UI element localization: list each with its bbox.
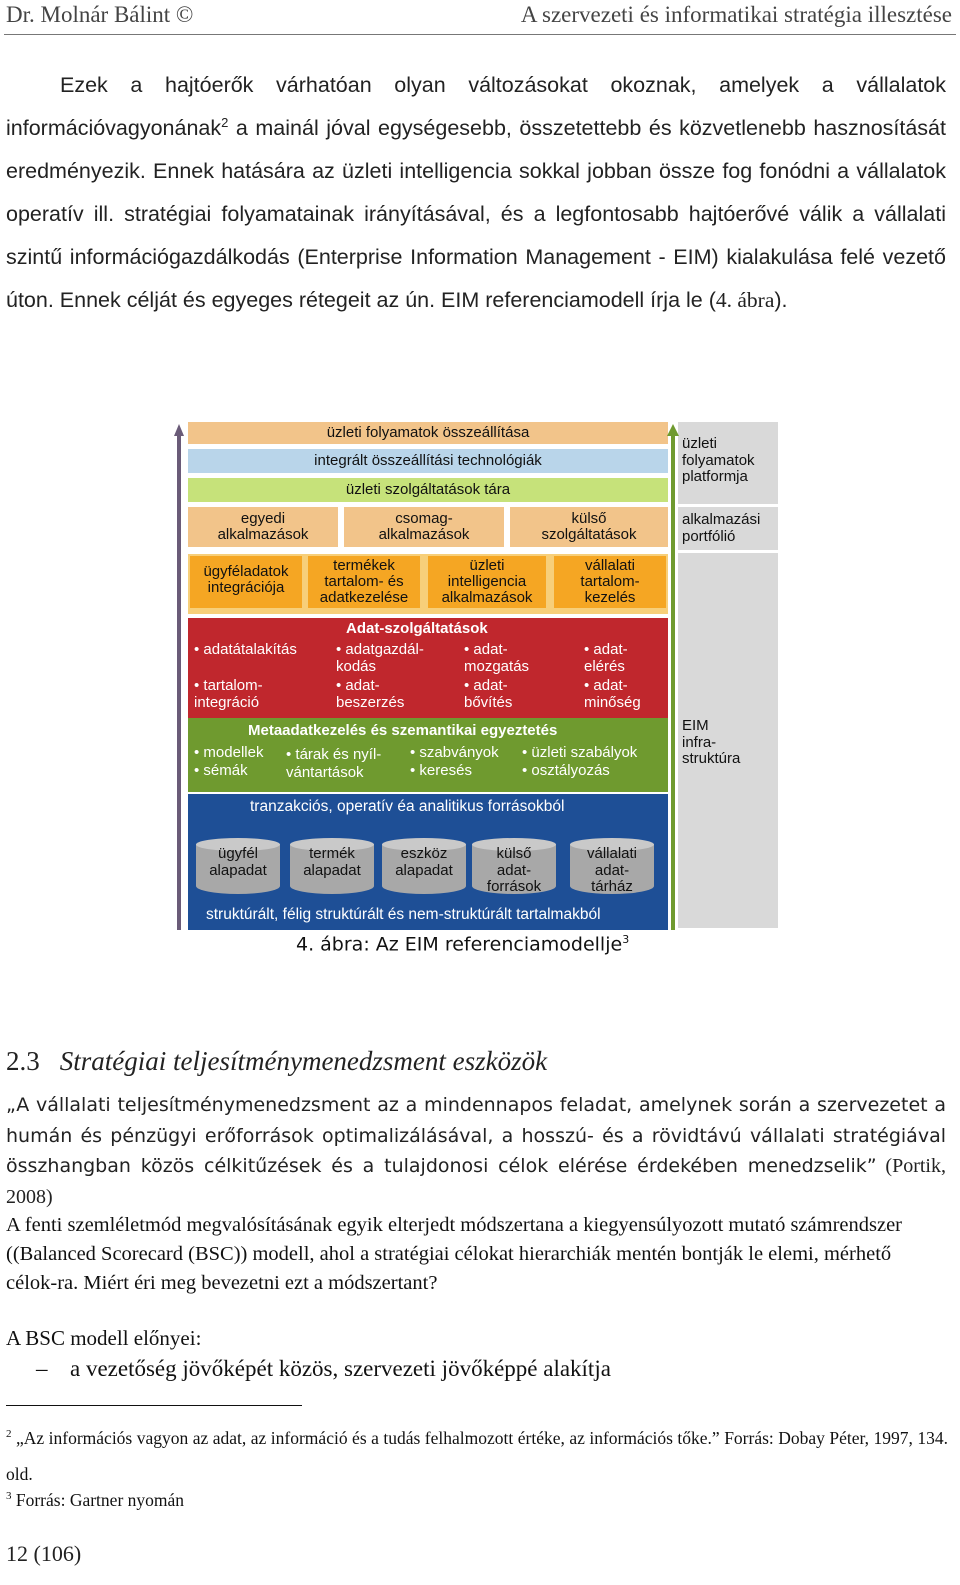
metadata-standards-search: • szabványok • keresés bbox=[410, 744, 499, 779]
footnote-2-number: 2 bbox=[6, 1428, 12, 1440]
sources-layer bbox=[188, 794, 668, 930]
separator bbox=[678, 504, 778, 507]
paragraph-quote bbox=[6, 1090, 946, 1212]
box-enterprise-content-mgmt: vállalati tartalom- kezelés bbox=[554, 556, 666, 608]
cylinder-external-sources: külső adat- források bbox=[472, 838, 556, 896]
layer-business-process-assembly: üzleti folyamatok összeállítása bbox=[188, 422, 668, 444]
separator bbox=[678, 550, 778, 553]
header-author: Dr. Molnár Bálint © bbox=[6, 2, 194, 27]
data-item-quality: • adat- minőség bbox=[584, 677, 641, 711]
metadata-repositories: • tárak és nyíl- vántartások bbox=[286, 746, 382, 781]
footnote-2 bbox=[6, 1416, 948, 1492]
paragraph-intro bbox=[6, 64, 946, 322]
sources-top-label: tranzakciós, operatív éa analitikus forrásokból bbox=[250, 798, 565, 815]
data-item-content-integration: • tartalom- integráció bbox=[194, 677, 263, 711]
cylinder-product-master: termék alapadat bbox=[290, 838, 374, 896]
section-heading bbox=[6, 1046, 547, 1077]
data-item-access: • adat- elérés bbox=[584, 641, 628, 675]
data-item-transformation: • adatátalakítás bbox=[194, 641, 297, 658]
footnote-3 bbox=[6, 1490, 184, 1511]
app-external-services: külső szolgáltatások bbox=[510, 507, 668, 547]
section-number: 2.3 bbox=[6, 1046, 40, 1076]
header-rule bbox=[4, 34, 956, 35]
eim-reference-model-figure bbox=[170, 418, 780, 930]
bullet-text: a vezetőség jövőképét közös, szervezeti jövőképpé alakítja bbox=[70, 1356, 611, 1381]
box-business-intelligence: üzleti intelligencia alkalmazások bbox=[428, 556, 546, 608]
quote-text: „A vállalati teljesítménymenedzsment az a mindennapos feladat, amelynek során a szervezetet a humán és pénzügyi erőforrások optimalizálásával, a hosszú- és a rövidtávú vállalati stratégiával összhangban közös célkitűzések és a tulajdonosi célok elérése érdekében menedzselik” bbox=[6, 1094, 946, 1177]
app-package: csomag- alkalmazások bbox=[344, 507, 504, 547]
metadata-models-schemas: • modellek • sémák bbox=[194, 744, 264, 779]
app-custom: egyedi alkalmazások bbox=[188, 507, 338, 547]
bsc-advantages-heading: A BSC modell előnyei: bbox=[6, 1326, 202, 1350]
data-services-title: Adat-szolgáltatások bbox=[346, 620, 488, 637]
data-item-acquisition: • adat- beszerzés bbox=[336, 677, 405, 711]
box-customer-data-integration: ügyféladatok integrációja bbox=[190, 556, 302, 608]
footnote-ref-3[interactable]: 3 bbox=[622, 933, 630, 946]
label-business-process-platform: üzleti folyamatok platformja bbox=[682, 435, 755, 485]
cylinder-asset-master: eszköz alapadat bbox=[382, 838, 466, 896]
label-eim-infrastructure: EIM infra- struktúra bbox=[682, 717, 741, 767]
paragraph-intro-text-2: a mainál jóval egységesebb, összetettebb és közvetlenebb hasznosítását eredményezik. Ennek hatására az üzleti intelligencia sokkal jobban össze fog fonódni a vállalatok operatív ill. stratégiai folyamatainak irányításával, és a legfontosabb hajtóerővé válik a vállalati szintű információgazdálkodás (Enterprise Information Management - EIM) kialakulása felé vezető úton. Ennek célját és egyeges rétegeit az ún. EIM referenciamodell írja le ( bbox=[6, 116, 946, 312]
figure-caption: 4. ábra: Az EIM referenciamodellje$^3$ bbox=[296, 933, 630, 956]
cylinder-data-warehouse: vállalati adat- tárház bbox=[570, 838, 654, 896]
section-title: Stratégiai teljesítménymenedzsment eszközök bbox=[59, 1046, 548, 1076]
paragraph-intro-text-3: ). bbox=[774, 288, 788, 312]
quote-citation: (Portik, 2008) bbox=[6, 1155, 946, 1208]
figure-reference[interactable]: 4. ábra bbox=[715, 288, 775, 312]
metadata-layer bbox=[188, 718, 668, 792]
box-product-content-data: termékek tartalom- és adatkezelése bbox=[308, 556, 420, 608]
header-title: A szervezeti és informatikai stratégia illesztése bbox=[520, 2, 952, 27]
footnote-3-text: Forrás: Gartner nyomán bbox=[15, 1490, 185, 1510]
layer-business-services-store: üzleti szolgáltatások tára bbox=[188, 478, 668, 502]
metadata-title: Metaadatkezelés és szemantikai egyeztetés bbox=[248, 722, 558, 739]
paragraph-intro-text-1: Ezek a hajtóerők várhatóan olyan változásokat okoznak, amelyek a vállalatok információvagyonának bbox=[6, 73, 946, 140]
data-item-enrichment: • adat- bővítés bbox=[464, 677, 513, 711]
data-item-movement: • adat- mozgatás bbox=[464, 641, 530, 675]
up-arrow-left bbox=[174, 424, 184, 930]
footnote-3-number: 3 bbox=[6, 1490, 12, 1503]
sources-bottom-label: struktúrált, félig struktúrált és nem-struktúrált tartalmakból bbox=[206, 906, 601, 923]
footnote-2-text: „Az információs vagyon az adat, az információ és a tudás felhalmozott értéke, az információs tőke.” Forrás: Dobay Péter, 1997, 134. old. bbox=[6, 1427, 949, 1484]
bullet-dash: – bbox=[36, 1356, 48, 1381]
paragraph-bsc-intro: A fenti szemléletmód megvalósításának egyik elterjedt módszertana a kiegyensúlyozott mutató számrendszer ((Balanced Scorecard (BSC)) modell, ahol a stratégiai célokat hierarchiák mentén bontják le elemi, mérhető célok-ra. Miért éri meg bevezetni ezt a módszertant? bbox=[6, 1214, 903, 1294]
data-item-management: • adatgazdál- kodás bbox=[336, 641, 424, 675]
up-arrow-right bbox=[667, 424, 679, 930]
label-application-portfolio: alkalmazási portfólió bbox=[682, 511, 761, 545]
footnote-rule bbox=[6, 1405, 302, 1406]
layer-integrated-assembly-tech: integrált összeállítási technológiák bbox=[188, 449, 668, 473]
bullet-item bbox=[36, 1356, 611, 1382]
metadata-rules-classification: • üzleti szabályok • osztályozás bbox=[522, 744, 638, 779]
page-number: 12 (106) bbox=[6, 1541, 82, 1566]
cylinder-customer-master: ügyfél alapadat bbox=[196, 838, 280, 896]
footnote-ref-2[interactable]: 2 bbox=[221, 114, 229, 130]
page-header bbox=[0, 0, 960, 34]
right-label-panel bbox=[678, 422, 778, 928]
